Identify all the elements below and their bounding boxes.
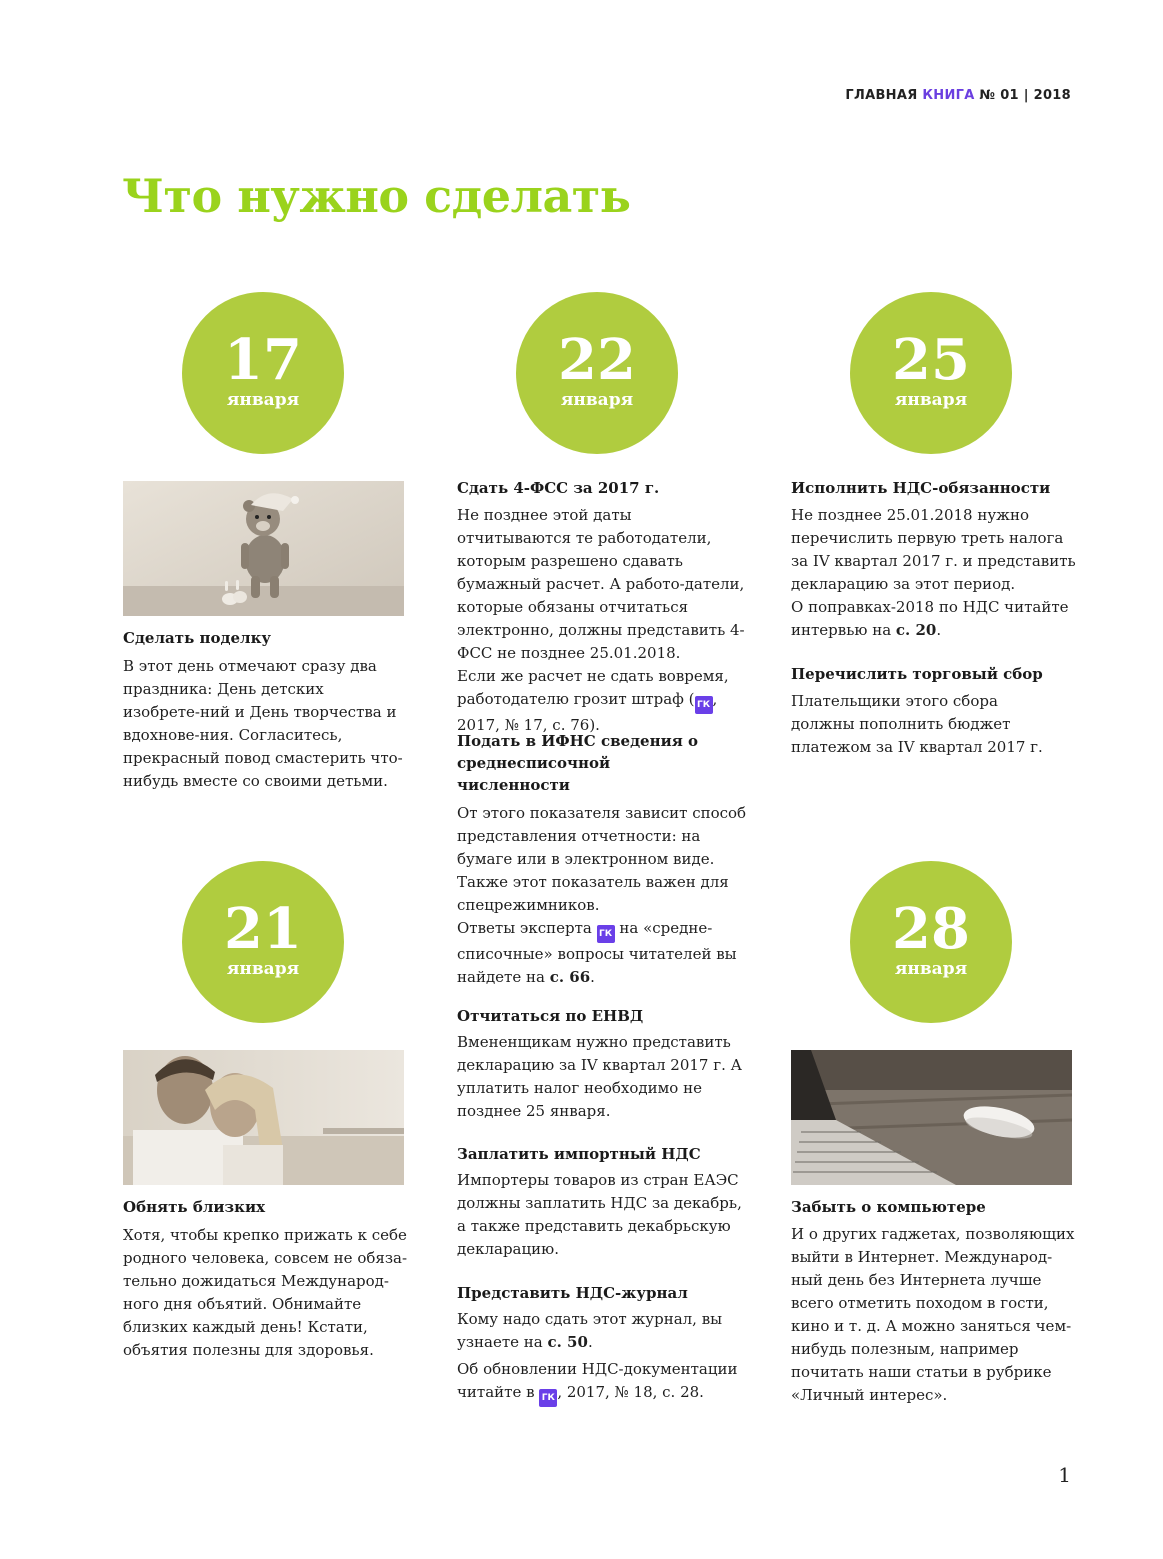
vat-duties-text-2-pre: О поправках-2018 по НДС читайте интервью на — [791, 598, 1069, 639]
gk-badge-icon: ГК — [539, 1389, 557, 1407]
vat-journal-text-1-pre: Кому надо сдать этот журнал, вы узнаете на — [457, 1310, 723, 1351]
date-month: января — [894, 959, 968, 979]
date-day: 25 — [892, 327, 970, 393]
item-title-hug: Обнять близких — [123, 1198, 266, 1216]
item-title-ifns: Подать в ИФНС сведения о среднесписочной численности — [457, 732, 699, 794]
item-text-vat-journal — [457, 1308, 742, 1407]
item-text-trade-fee: Плательщики этого сбора должны пополнить бюджет платежом за IV квартал 2017 г. — [791, 692, 1043, 756]
date-month: января — [894, 390, 968, 410]
item-text-hug: Хотя, чтобы крепко прижать к себе родного человека, совсем не обяза-тельно дожидаться Международ-ного дня объятий. Обнимайте близких каждый день! Кстати, объятия полезны для здоровья. — [123, 1226, 408, 1359]
vat-journal-text-2-post: , 2017, № 18, с. 28. — [557, 1383, 704, 1401]
header-separator: | — [1023, 88, 1029, 103]
laptop-mouse-photo — [791, 1050, 1072, 1185]
item-text-ifns — [457, 802, 747, 989]
date-circle-28 — [850, 861, 1012, 1023]
item-text-craft: В этот день отмечают сразу два праздника: День детских изобрете-ний и День творчества и вдохнове-ния. Согласитесь, прекрасный повод смастерить что-нибудь вместе со своими детьми. — [123, 657, 403, 790]
ifns-page-ref: с. 66 — [549, 968, 591, 986]
date-month: января — [226, 390, 300, 410]
item-title-fss: Сдать 4-ФСС за 2017 г. — [457, 479, 660, 497]
item-title-import-vat: Заплатить импортный НДС — [457, 1145, 701, 1163]
date-month: января — [560, 390, 634, 410]
vat-duties-page-ref: с. 20 — [895, 621, 937, 639]
ifns-text-2-pre: Ответы эксперта — [457, 919, 597, 937]
date-circle-22 — [516, 292, 678, 454]
date-day: 21 — [224, 896, 302, 962]
item-text-import-vat: Импортеры товаров из стран ЕАЭС должны заплатить НДС за декабрь, а также представить декабрьскую декларацию. — [457, 1171, 742, 1258]
vat-journal-line-1 — [457, 1308, 742, 1354]
item-text-fss — [457, 504, 747, 737]
item-title-trade-fee: Перечислить торговый сбор — [791, 665, 1043, 683]
vat-duties-text-1: Не позднее 25.01.2018 нужно перечислить первую треть налога за IV квартал 2017 г. и представить декларацию за этот период. — [791, 506, 1076, 593]
date-day: 17 — [224, 327, 302, 393]
issue-year: 2018 — [1033, 88, 1071, 103]
issue-number: № 01 — [979, 88, 1019, 103]
date-month: января — [226, 959, 300, 979]
vat-journal-text-2-pre: Об обновлении НДС-документации читайте в — [457, 1360, 738, 1401]
item-title-computer: Забыть о компьютере — [791, 1198, 986, 1216]
fss-text-2-post: , 2017, № 17, с. 76). — [457, 690, 718, 734]
ifns-text-2-end: . — [590, 968, 595, 986]
vat-journal-page-ref: с. 50 — [547, 1333, 588, 1351]
ifns-text-1: От этого показателя зависит способ представления отчетности: на бумаге или в электронном виде. Также этот показатель важен для спецрежимников. — [457, 804, 747, 914]
item-text-computer: И о других гаджетах, позволяющих выйти в Интернет. Международ-ный день без Интернета лучше всего отметить походом в гости, кино и т. д. А можно заняться чем-нибудь полезным, например почитать наши статьи в рубрике «Личный интерес». — [791, 1225, 1075, 1404]
item-text-envd: Вмененщикам нужно представить декларацию за IV квартал 2017 г. А уплатить налог необходимо не позднее 25 января. — [457, 1033, 742, 1120]
page-number: 1 — [1058, 1463, 1071, 1487]
gk-badge-icon: ГК — [597, 925, 615, 943]
item-text-vat-duties — [791, 504, 1076, 642]
vat-journal-text-1-end: . — [587, 1333, 593, 1351]
item-title-craft: Сделать поделку — [123, 629, 272, 647]
date-day: 28 — [892, 896, 970, 962]
date-circle-21 — [182, 861, 344, 1023]
teddy-bear-photo — [123, 481, 404, 616]
item-title-vat-duties: Исполнить НДС-обязанности — [791, 479, 1051, 497]
fss-text-2-pre: Если же расчет не сдать вовремя, работодателю грозит штраф ( — [457, 667, 729, 708]
brand-name: ГЛАВНАЯ — [845, 88, 918, 103]
brand-name-accent: КНИГА — [922, 88, 975, 103]
vat-journal-line-2 — [457, 1358, 742, 1407]
date-day: 22 — [558, 327, 636, 393]
date-circle-25 — [850, 292, 1012, 454]
fss-text-1: Не позднее этой даты отчитываются те работодатели, которым разрешено сдавать бумажный расчет. А работо-датели, которые обязаны отчитаться электронно, должны представить 4-ФСС не позднее 25.01.2018. — [457, 506, 745, 662]
gk-badge-icon: ГК — [695, 696, 713, 714]
item-title-envd: Отчитаться по ЕНВД — [457, 1007, 644, 1025]
vat-duties-text-2-end: . — [936, 621, 942, 639]
item-title-vat-journal: Представить НДС-журнал — [457, 1284, 688, 1302]
date-circle-17 — [182, 292, 344, 454]
couple-hug-photo — [123, 1050, 404, 1185]
ifns-text-2-mid: на «средне-списочные» вопросы читателей вы найдете на — [457, 919, 737, 986]
magazine-header — [845, 88, 1071, 103]
page-title: Что нужно сделать — [122, 169, 631, 223]
